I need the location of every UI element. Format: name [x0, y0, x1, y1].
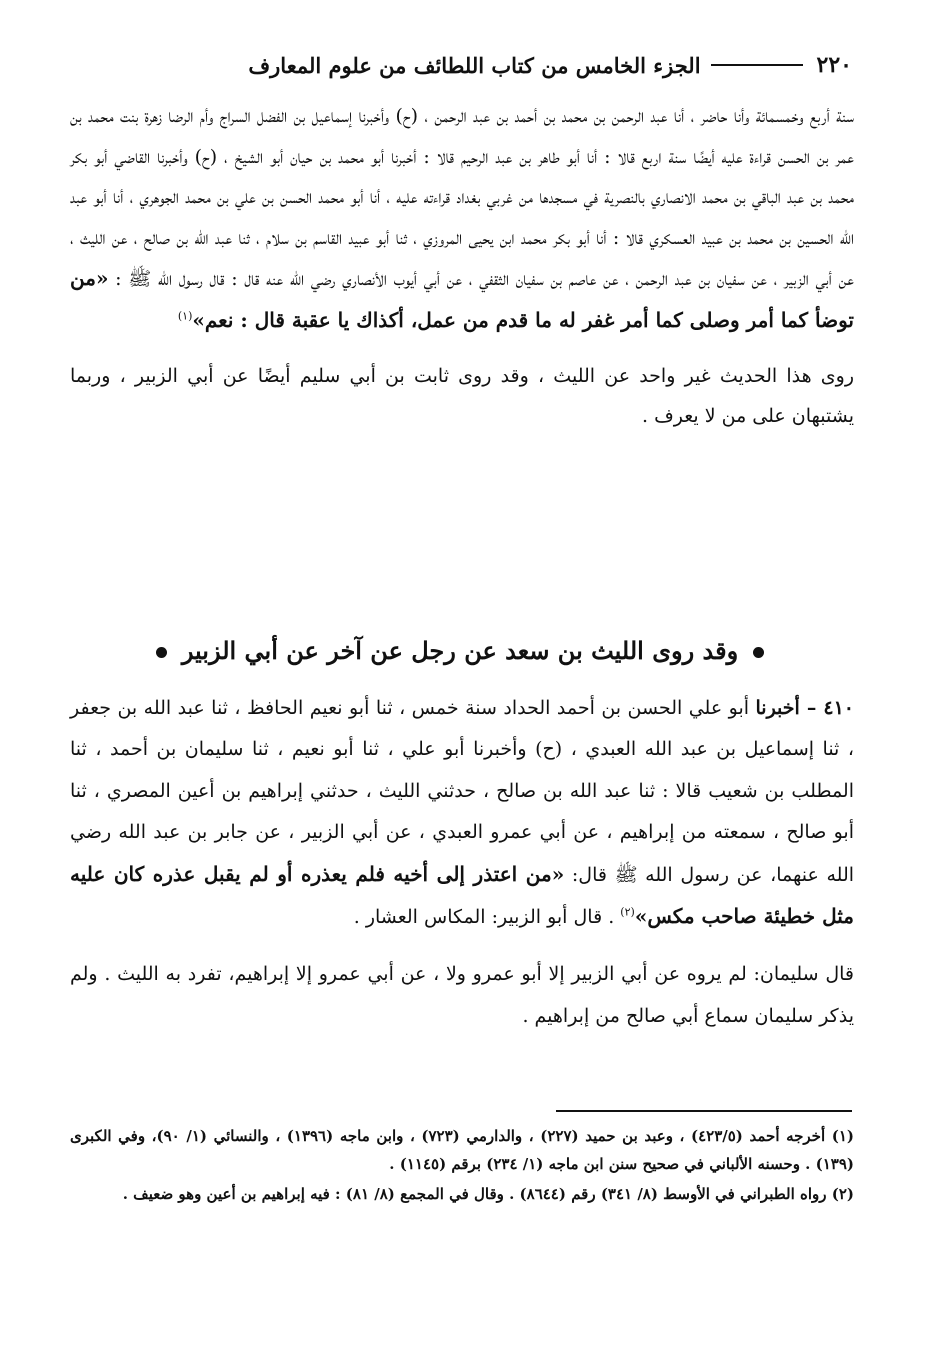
- footnote-marker: (١): [177, 309, 193, 323]
- footnote-marker: (٢): [620, 905, 635, 919]
- paragraph-comment: روى هذا الحديث غير واحد عن الليث ، وقد روى ثابت بن أبي سليم أيضًا عن أبي الزبير ، وربما يشتبهان على من لا يعرف .: [70, 364, 854, 428]
- section-heading-text: وقد روى الليث بن سعد عن رجل عن آخر عن أبي الزبير: [181, 636, 739, 665]
- main-text-bottom: [70, 688, 854, 1037]
- paragraph-hadith-410: [70, 688, 854, 938]
- footnotes: [70, 1122, 854, 1208]
- footnote-divider: [556, 1110, 852, 1112]
- bullet-icon: [156, 647, 167, 658]
- paragraph-sulaiman: قال سليمان: لم يروه عن أبي الزبير إلا أبو عمرو ولا ، عن أبي عمرو إلا إبراهيم، تفرد به الليث . ولم يذكر سليمان سماع أبي صالح من إبراهيم .: [70, 963, 854, 1027]
- hadith-number: ٤١٠ – أخبرنا: [755, 697, 855, 719]
- hadith-text: «من اعتذر إلى أخيه فلم يعذره أو لم يقبل عذره كان عليه مثل خطيئة صاحب مكس»: [70, 861, 854, 929]
- footnote-1: (١) أخرجه أحمد (٤٢٣/٥) ، وعبد بن حميد (٢٢٧) ، والدارمي (٧٢٣) ، وابن ماجه (١٣٩٦) ، والنسائي (١/ ٩٠)، وفي الكبرى (١٣٩) . وحسنه الألباني في صحيح سنن ابن ماجه (١/ ٢٣٤) برقم (١١٤٥) .: [70, 1127, 854, 1173]
- paragraph-tail: . قال أبو الزبير: المكاس العشار .: [353, 906, 615, 929]
- section-heading: [120, 636, 800, 665]
- book-title: الجزء الخامس من كتاب اللطائف من علوم المعارف: [248, 52, 701, 78]
- header-rule: [711, 64, 803, 66]
- paragraph-isnad-1: [70, 96, 854, 342]
- hadith-text: «من توضأ كما أمر وصلى كما أمر غفر له ما قدم من عمل، أكذاك يا عقبة قال : نعم»: [70, 266, 854, 332]
- paragraph-text: سنة أربع وخمسمائة وأنا حاضر ، أنا عبد الرحمن بن محمد بن أحمد بن عبد الرحمن ، (ح) وأخبرنا إسماعيل بن الفضل السراج وأم الرضا زهرة بنت محمد بن عمر بن الحسن قراءة عليه أيضًا سنة اربع قالا : أنا أبو طاهر بن عبد الرحيم قالا : أخبرنا أبو محمد بن حيان أبو الشيخ ، (ح) وأخبرنا القاضي أبو بكر محمد بن عبد الباقي بن محمد الانصاري بالنصرية في مسجدها من غربي بغداد قراءته عليه ، أنا أبو محمد الحسن بن علي بن محمد الجوهري ، أنا أبو عبد الله الحسين بن محمد بن عبيد العسكري قالا : أنا أبو بكر محمد ابن يحيى المروزي ، ثنا أبو عبيد القاسم بن سلام ، ثنا عبد الله بن صالح ، عن الليث ، عن أبي الزبير ، عن سفيان بن عبد الرحمن ، عن عاصم بن سفيان الثقفي ، عن أبي أيوب الأنصاري رضي الله عنه قال : قال رسول الله ﷺ :: [70, 105, 855, 291]
- main-text-top: [70, 96, 854, 437]
- page-number: ٢٢٠: [816, 52, 852, 78]
- page-header: [62, 42, 852, 88]
- bullet-icon: [753, 647, 764, 658]
- footnote-2: (٢) رواه الطبراني في الأوسط (٨/ ٣٤١) رقم (٨٦٤٤) . وقال في المجمع (٨/ ٨١) : فيه إبراهيم بن أعين وهو ضعيف .: [122, 1185, 854, 1203]
- paragraph-text: أبو علي الحسن بن أحمد الحداد سنة خمس ، ثنا أبو نعيم الحافظ ، ثنا عبد الله بن جعفر ، ثنا إسماعيل بن عبد الله العبدي ، (ح) وأخبرنا أبو علي ، ثنا أبو نعيم ، ثنا سليمان بن أحمد ، ثنا المطلب بن شعيب قالا : ثنا عبد الله بن صالح ، حدثني الليث ، حدثني إبراهيم بن أعين المصري ، ثنا أبو صالح ، سمعته من إبراهيم ، عن أبي عمرو العبدي ، عن أبي الزبير ، عن جابر بن عبد الله رضي الله عنهما، عن رسول الله ﷺ قال:: [70, 697, 855, 886]
